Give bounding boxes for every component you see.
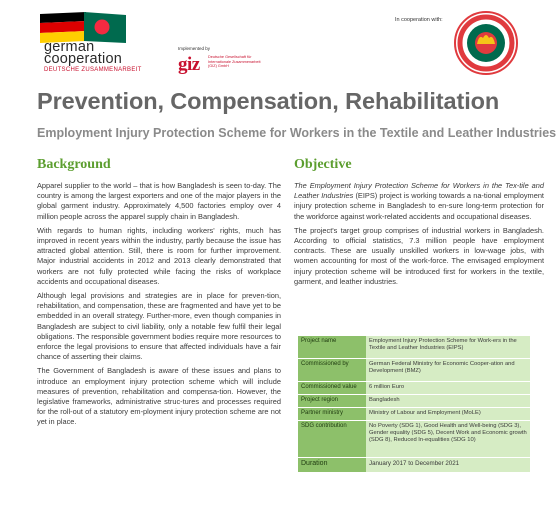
- table-row: Project region Bangladesh: [298, 395, 530, 407]
- background-section: [37, 181, 281, 432]
- header: [0, 0, 560, 82]
- background-paragraph: The Government of Bangladesh is aware of these issues and plans to introduce an employment injury protection scheme which will include measures of prevention, rehabilitation and compensa-tion. However, the legislative frameworks, administrative struc-tures and processes required for the roll-out of a statutory em-ployment injury protection scheme are not yet in place.: [37, 366, 281, 427]
- table-row: SDG contribution No Poverty (SDG 1), Good Health and Well-being (SDG 3), Gender equality (SDG 5), Decent Work and Economic growth (SDG 8), Reduced In-equalities (SDG 10): [298, 421, 530, 457]
- background-paragraph: With regards to human rights, including workers' rights, much has improved in recent years within the industry, partly because the issue has attracted global attention. Still, there is room for further improvement. Major industrial accidents in 2012 and 2013 clearly demonstrated that workers are not fully protected while facing the risks of workplace accidents and occupational diseases.: [37, 225, 281, 286]
- background-heading: Background: [37, 157, 111, 172]
- table-row: Commissioned value 6 million Euro: [298, 382, 530, 394]
- objective-paragraph: The Employment Injury Protection Scheme for Workers in the Tex-tile and Leather Industries (EIPS) project is working towards a na-tional employment injury protection scheme in Bangladesh to en-sure long-term protection for the workforce against work-related accidents and occupational diseases.: [294, 181, 544, 221]
- table-row: Partner ministry Ministry of Labour and Employment (MoLE): [298, 408, 530, 420]
- project-info-table: [298, 335, 530, 473]
- background-paragraph: Apparel supplier to the world – that is how Bangladesh is seen to-day. The country is among the largest exporters and one of the major players in the global garment industry. Approximately 4,500 factories employ over 4 million people across the apparel supply chain in Bangladesh.: [37, 181, 281, 221]
- objective-section: [294, 181, 544, 291]
- objective-paragraph: The project's target group comprises of industrial workers in Bangladesh. According to official statistics, 7.3 million people have employment contracts. These are usually unskilled workers in low-wage jobs, with women accounting for most of the work-force. The envisaged employment injury protection scheme will be introduced first for workers in the textile, garment, and leather industries.: [294, 225, 544, 286]
- cooperation-label: In cooperation with:: [395, 17, 443, 23]
- table-row: Project name Employment Injury Protection Scheme for Work-ers in the Textile and Leather Industries (EIPS): [298, 336, 530, 358]
- giz-logo: giz: [178, 54, 200, 75]
- background-paragraph: Although legal provisions and strategies are in place for preven-tion, rehabilitation, and compensation, these are fragmented and have yet to be embedded in an overall strategy. Further-more, even though companies in Bangladesh are subject to civil liability, only a notable few fulfil their legal obligations. The responsible government bodies require more resources to enforce the legal provisions to ensure that affected individuals have a fair chance of asserting their claims.: [37, 291, 281, 362]
- page-subtitle: Employment Injury Protection Scheme for Workers in the Textile and Leather Industries: [37, 126, 557, 140]
- objective-heading: Objective: [294, 157, 352, 172]
- table-row: Duration January 2017 to December 2021: [298, 458, 530, 472]
- brand-name: german cooperation: [44, 39, 122, 67]
- implemented-by-label: Implemented by: [178, 46, 211, 51]
- table-row: Commissioned by German Federal Ministry for Economic Cooper-ation and Development (BMZ): [298, 359, 530, 381]
- bangladesh-government-seal-icon: [447, 10, 525, 76]
- giz-full-name: Deutsche Gesellschaft für Internationale Zusammenarbeit (GIZ) GmbH: [208, 55, 261, 69]
- brand-subtitle: DEUTSCHE ZUSAMMENARBEIT: [44, 67, 142, 73]
- page-title: Prevention, Compensation, Rehabilitation: [37, 88, 500, 114]
